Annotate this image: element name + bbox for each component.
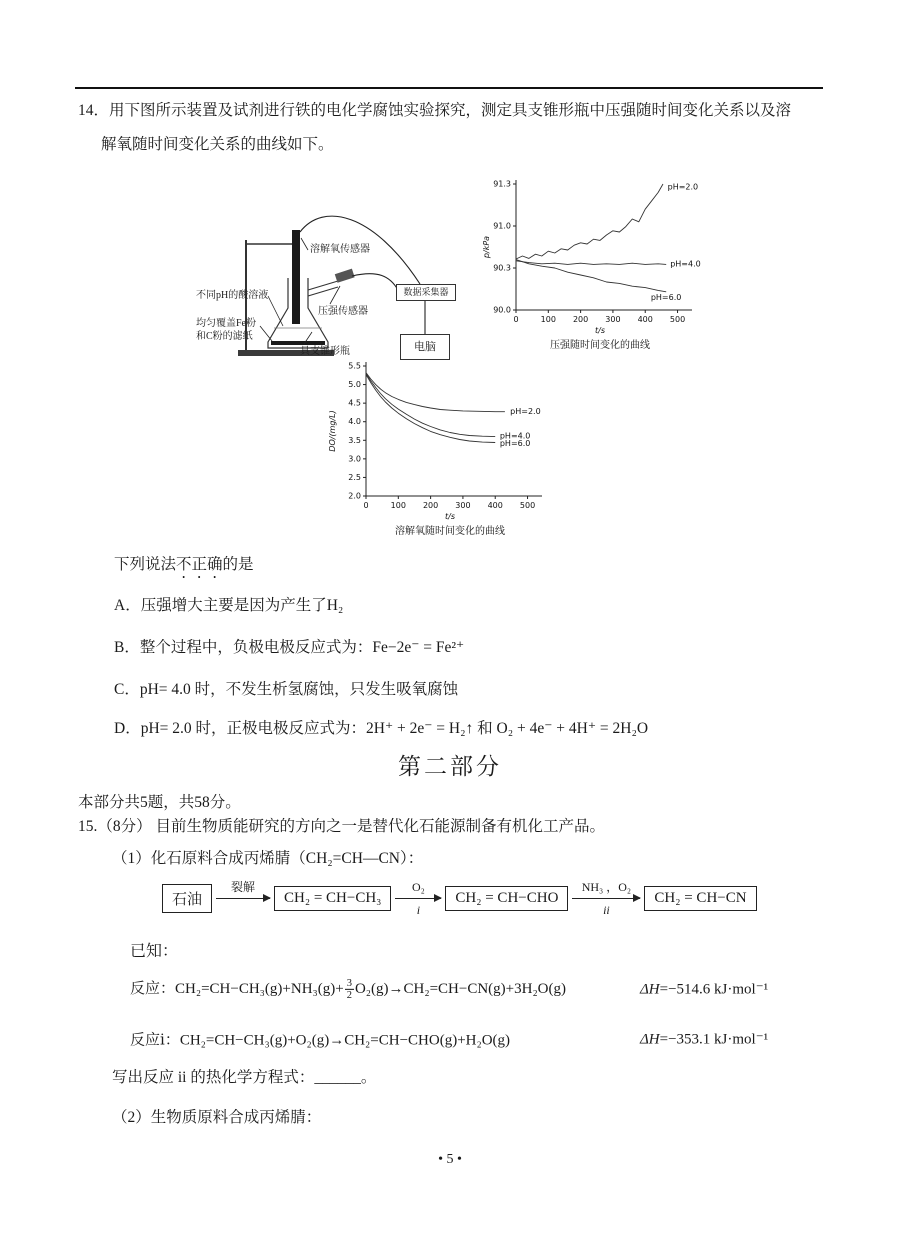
series-label: pH=6.0 [650,292,682,302]
series-line [366,373,495,436]
scheme-arrow-step-ii [572,880,640,917]
eq2-lhs: ：CH₂=CH−CH₃(g)+O₂(g)→CH₂=CH−CHO(g)+H₂O(g) [164,1032,511,1049]
q14-option-a: A．压强增大主要是因为产生了H₂ [114,597,344,614]
paper-pointer [260,326,272,341]
q15-sub2: （2）生物质原料合成丙烯腈： [112,1109,322,1126]
series-line [366,375,495,443]
series-label: pH=2.0 [510,407,541,417]
eq1-lhs: ：CH₂=CH−CH₃(g)+NH₃(g)+ [160,980,344,997]
page-number: • 5 • [438,1152,462,1167]
y-tick-label: 90.3 [493,263,511,273]
q14-option-d: D．pH= 2.0 时，正极电极反应式为：2H⁺ + 2e⁻ = H₂↑ 和 O₂ + 4e⁻ + 4H⁺ = 2H₂O [114,720,649,737]
paper-label-line1: 均匀覆盖Fe粉 [196,318,256,329]
x-tick-label: 500 [519,501,536,510]
scheme-arrow-ii-top: NH₃ ，O₂ [581,880,632,895]
acid-label: 不同pH的酸溶液 [196,290,269,301]
apparatus-diagram [188,178,478,374]
scheme-box-petroleum: 石油 [162,884,212,913]
acid-pointer [268,296,283,326]
scheme-box-propene: CH₂ = CH−CH₃ [274,886,391,911]
header-rule [75,87,823,89]
x-tick-label: 400 [487,501,503,510]
data-collector-box: 数据采集器 [396,284,456,301]
pressure-time-chart-svg [480,172,712,372]
scheme-box-acrylonitrile: CH₂ = CH−CN [644,886,756,911]
y-tick-label: 2.0 [348,491,361,501]
eq2-expression [130,1029,510,1050]
y-tick-label: 4.5 [348,398,361,408]
scheme-arrow-ii-bottom: ii [603,902,610,917]
computer-box: 电脑 [400,334,450,360]
scheme-box-acrolein: CH₂ = CH−CHO [445,886,568,911]
y-tick-label: 90.0 [493,305,511,315]
known-equation-1 [0,972,900,1006]
eq2-delta-h [640,1030,768,1049]
pressure-time-chart [480,172,712,377]
x-tick-label: 400 [637,315,653,324]
part2-intro: 本部分共5题，共58分。 [78,794,241,811]
synthesis-scheme [162,880,757,917]
series-label: pH=4.0 [670,259,701,269]
x-tick-label: 0 [363,501,369,510]
series-label: pH=2.0 [667,182,699,192]
q14-question-line [114,552,254,582]
eq1-dh-symbol: ΔH [640,981,660,998]
q14-option-c: C．pH= 4.0 时，不发生析氢腐蚀，只发生吸氧腐蚀 [114,681,459,698]
eq1-delta-h [640,980,768,999]
dissolved-oxygen-chart [326,356,578,561]
q14-question-suffix: 的是 [222,556,254,573]
x-tick-label: 500 [669,315,686,324]
x-tick-label: 100 [390,501,406,510]
do-sensor-pointer [301,238,308,250]
series-label: pH=4.0 [499,431,531,441]
series-line [366,373,505,412]
pressure-sensor-icon [335,269,355,283]
q14-option-b: B．整个过程中，负极电极反应式为：Fe−2e⁻ = Fe²⁺ [114,639,465,656]
eq2-dh-value: =−353.1 kJ·mol⁻¹ [659,1031,769,1048]
series-label: pH=6.0 [499,439,531,449]
y-tick-label: 5.0 [348,380,361,390]
part2-heading: 第二部分 [398,754,502,779]
y-tick-label: 3.5 [348,435,361,445]
flask-label: 具支锥形瓶 [300,346,350,357]
x-tick-label: 200 [572,315,589,324]
eq2-label: 反应ⅰ [130,1032,165,1049]
fraction-three-halves [345,978,354,1002]
known-equation-2 [0,1022,900,1056]
eq2-dh-symbol: ΔH [640,1031,660,1048]
scheme-arrow-step-i [395,880,441,917]
pressure-sensor-wire [352,274,398,290]
scheme-arrow-i-bottom: i [416,902,421,917]
x-tick-label: 100 [540,315,556,324]
eq1-dh-value: =−514.6 kJ·mol⁻¹ [659,981,769,998]
x-tick-label: 300 [455,501,471,510]
do-sensor-rod [292,230,300,324]
known-label: 已知： [130,943,179,960]
x-tick-label: 300 [605,315,621,324]
q15-stem: 15.（8分） 目前生物质能研究的方向之一是替代化石能源制备有机化工产品。 [78,818,606,835]
fraction-denominator: 2 [346,990,352,1002]
q14-stem-line1: 14．用下图所示装置及试剂进行铁的电化学腐蚀实验探究，测定具支锥形瓶中压强随时间变化关系以及溶 [78,102,792,119]
y-tick-label: 2.5 [348,472,361,482]
do-sensor-label: 溶解氧传感器 [310,244,370,255]
scheme-arrow-i-top: O₂ [411,880,425,895]
paper-label-line2: 和C粉的滤纸 [196,331,253,342]
x-axis-label: t/s [595,326,605,335]
scheme-arrow-cracking [216,880,270,899]
y-axis-label: p/kPa [482,235,491,259]
y-tick-label: 5.5 [348,361,361,371]
eq1-expression [130,977,566,1001]
chart-caption: 溶解氧随时间变化的曲线 [395,526,505,537]
q15-sub1: （1）化石原料合成丙烯腈（CH₂=CH—CN）： [112,850,424,867]
y-axis-label: DO/(mg/L) [328,410,337,452]
q14-question-prefix: 下列说法 [114,556,177,573]
series-line [516,261,666,265]
eq1-rhs: O₂(g)→CH₂=CH−CN(g)+3H₂O(g) [354,980,567,997]
x-axis-label: t/s [445,512,455,521]
series-line [516,184,663,259]
y-tick-label: 91.3 [493,179,511,189]
dissolved-oxygen-chart-svg [326,356,578,556]
y-tick-label: 91.0 [493,221,511,231]
x-tick-label: 200 [422,501,439,510]
q15-ask-blank: 写出反应 ii 的热化学方程式：______。 [112,1069,377,1086]
fe-c-paper [271,341,325,345]
fraction-numerator: 3 [346,977,352,989]
pressure-sensor-label: 压强传感器 [318,306,368,317]
q14-stem-line2: 解氧随时间变化关系的曲线如下。 [101,136,334,153]
y-tick-label: 3.0 [348,454,361,464]
eq1-label: 反应 [130,980,161,997]
y-tick-label: 4.0 [348,417,361,427]
q14-question-emphasis: 不正确 [176,556,223,573]
scheme-arrow-cracking-label: 裂解 [231,880,256,895]
chart-caption: 压强随时间变化的曲线 [550,340,650,351]
x-tick-label: 0 [513,315,519,324]
